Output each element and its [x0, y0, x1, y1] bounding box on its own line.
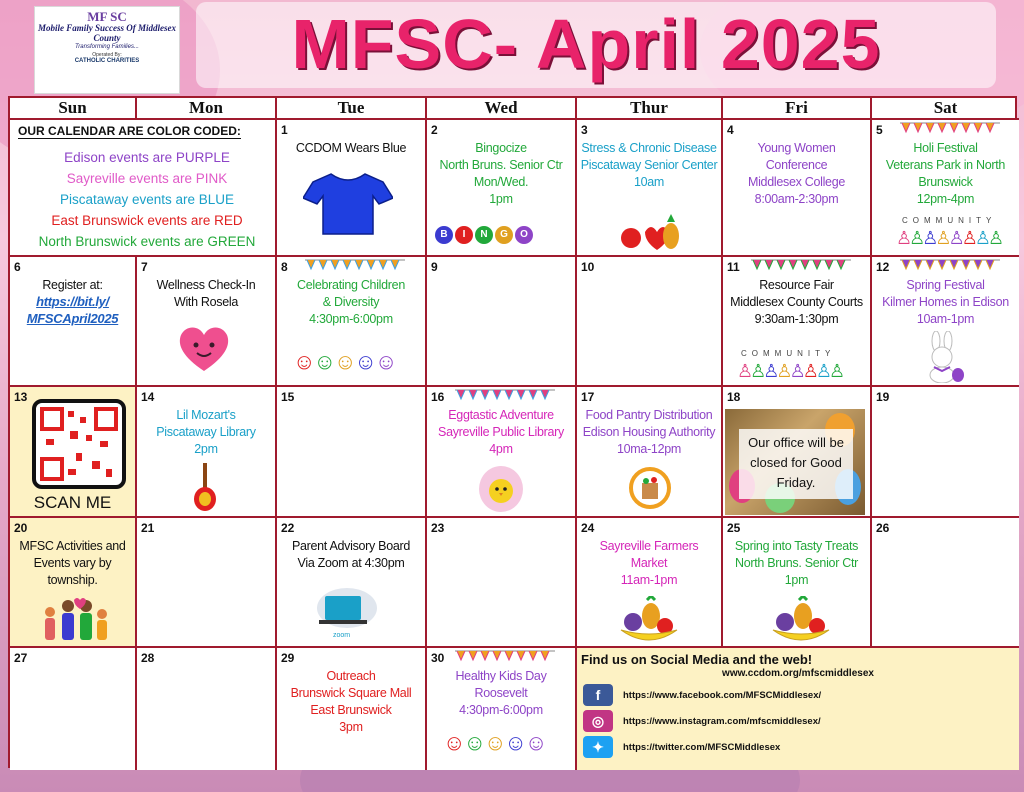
bunting-icon: [455, 650, 555, 662]
twitter-url[interactable]: https://twitter.com/MFSCMiddlesex: [623, 741, 781, 753]
event-line: Outreach: [326, 669, 376, 683]
event-line: 1pm: [784, 573, 809, 587]
instagram-icon[interactable]: ◎: [583, 710, 613, 732]
legend-cell: [10, 120, 277, 257]
event-line: Healthy Kids Day: [455, 669, 547, 683]
event-line: 3pm: [339, 720, 363, 734]
day-number: 30: [431, 651, 445, 665]
website-link[interactable]: www.ccdom.org/mfscmiddlesex: [722, 668, 874, 679]
weekday-tue: Tue: [277, 98, 427, 120]
event-line: Market: [630, 556, 668, 570]
guitar-icon: [191, 463, 219, 513]
logo-mark: MF SC: [87, 9, 127, 24]
day-cell-22[interactable]: [277, 518, 427, 648]
weekday-thur: Thur: [577, 98, 723, 120]
day-cell-12[interactable]: [872, 257, 1019, 387]
instagram-url[interactable]: https://www.instagram.com/mfscmiddlesex/: [623, 715, 821, 727]
bunting-icon: [455, 389, 555, 401]
event-line: Parent Advisory Board: [291, 539, 411, 553]
event-line: Middlesex College: [747, 175, 846, 189]
event-line: Stress & Chronic Disease: [581, 141, 717, 155]
day-cell-28[interactable]: [137, 648, 277, 770]
weekday-mon: Mon: [137, 98, 277, 120]
event-line: Bingocize: [475, 141, 527, 155]
logo-sponsor: Operated By:: [92, 52, 122, 58]
day-cell-3[interactable]: [577, 120, 723, 257]
event-line: Brunswick Square Mall: [290, 686, 412, 700]
day-cell-23[interactable]: [427, 518, 577, 648]
day-cell-6[interactable]: [10, 257, 137, 387]
event-line: 11am-1pm: [620, 573, 678, 587]
day-number: 21: [141, 521, 155, 535]
day-cell-24[interactable]: [577, 518, 723, 648]
community-label: COMMUNITY: [741, 349, 836, 358]
legend-north-brunswick: North Brunswick events are GREEN: [38, 234, 256, 249]
bunny-icon: [922, 331, 966, 383]
event-line: Holi Festival: [913, 141, 978, 155]
day-number: 19: [876, 390, 890, 404]
logo: [34, 6, 180, 94]
event-line: Sayreville Farmers: [599, 539, 699, 553]
legend-piscataway: Piscataway events are BLUE: [59, 192, 235, 207]
easter-egg-chick-icon: [477, 465, 525, 513]
day-cell-17[interactable]: [577, 387, 723, 518]
office-closed-notice: Our office will be closed for Good Friday.: [739, 429, 853, 499]
day-cell-5[interactable]: [872, 120, 1019, 257]
bunting-icon: [305, 259, 405, 271]
event-line: 10ma-12pm: [617, 442, 681, 456]
weekday-wed: Wed: [427, 98, 577, 120]
family-icon: [36, 596, 112, 642]
zoom-meeting-icon: [303, 582, 383, 638]
day-number: 3: [581, 123, 588, 137]
community-people-icon: ♙♙♙♙♙♙♙♙: [896, 228, 1002, 248]
event-line: 4:30pm-6:00pm: [459, 703, 543, 717]
legend-edison: Edison events are PURPLE: [64, 150, 230, 165]
qr-code-icon[interactable]: [32, 399, 126, 489]
day-number: 26: [876, 521, 890, 535]
event-line: With Rosela: [173, 295, 239, 309]
day-cell-7[interactable]: [137, 257, 277, 387]
event-line: & Diversity: [322, 295, 380, 309]
event-line: Mon/Wed.: [473, 175, 529, 189]
social-heading: Find us on Social Media and the web!: [581, 652, 813, 667]
day-number: 11: [727, 260, 740, 274]
page-title: MFSC- April 2025: [291, 5, 881, 83]
scan-me-label: SCAN ME: [33, 493, 112, 512]
day-number: 28: [141, 651, 155, 665]
event-line: 10am: [633, 175, 665, 189]
event-line: Via Zoom at 4:30pm: [297, 556, 405, 570]
day-number: 7: [141, 260, 148, 274]
day-number: 5: [876, 123, 883, 137]
event-line: 12pm-4pm: [916, 192, 975, 206]
event-line: North Bruns. Senior Ctr: [734, 556, 858, 570]
day-cell-8[interactable]: [277, 257, 427, 387]
event-line: Lil Mozart's: [176, 408, 236, 422]
day-cell-29[interactable]: [277, 648, 427, 770]
day-number: 12: [876, 260, 890, 274]
social-media-panel: [577, 648, 1019, 770]
event-line: 8:00am-2:30pm: [754, 192, 839, 206]
event-line: Food Pantry Distribution: [585, 408, 713, 422]
logo-charity: CATHOLIC CHARITIES: [74, 58, 140, 64]
event-line: Wellness Check-In: [156, 278, 256, 292]
legend-title: OUR CALENDAR ARE COLOR CODED:: [18, 124, 241, 138]
event-line: Middlesex County Courts: [730, 295, 863, 309]
tshirt-icon: [303, 170, 393, 236]
day-number: 23: [431, 521, 445, 535]
event-line: 9:30am-1:30pm: [754, 312, 839, 326]
fruit-basket-icon: [769, 596, 833, 644]
day-number: 20: [14, 521, 28, 535]
day-cell-13[interactable]: [10, 387, 137, 518]
day-number: 10: [581, 260, 595, 274]
event-line: Piscataway Senior Center: [580, 158, 718, 172]
facebook-row[interactable]: [583, 684, 821, 706]
day-number: 22: [281, 521, 295, 535]
event-line: Register at:: [42, 278, 103, 292]
day-cell-18[interactable]: [723, 387, 872, 518]
day-cell-2[interactable]: [427, 120, 577, 257]
bunting-icon: [900, 122, 1000, 134]
event-line: Kilmer Homes in Edison: [882, 295, 1009, 309]
day-cell-19[interactable]: [872, 387, 1019, 518]
day-cell-26[interactable]: [872, 518, 1019, 648]
header: [0, 0, 1024, 96]
day-cell-10[interactable]: [577, 257, 723, 387]
community-people-icon: ♙♙♙♙♙♙♙♙: [737, 361, 843, 381]
day-cell-27[interactable]: [10, 648, 137, 770]
logo-tagline: Transforming Families...: [75, 44, 139, 50]
event-line: Spring Festival: [906, 278, 985, 292]
event-line: Piscataway Library: [156, 425, 256, 439]
event-line: 2pm: [194, 442, 218, 456]
event-line: Young Women: [757, 141, 836, 155]
day-cell-15[interactable]: [277, 387, 427, 518]
weekday-fri: Fri: [723, 98, 872, 120]
event-line: Conference: [765, 158, 828, 172]
event-line: Eggtastic Adventure: [448, 408, 554, 422]
grocery-bag-icon: [629, 467, 671, 509]
event-line: Brunswick: [918, 175, 973, 189]
twitter-row[interactable]: [583, 736, 780, 758]
day-number: 24: [581, 521, 595, 535]
day-cell-16[interactable]: [427, 387, 577, 518]
day-cell-20[interactable]: [10, 518, 137, 648]
day-number: 1: [281, 123, 288, 137]
day-number: 4: [727, 123, 734, 137]
day-cell-21[interactable]: [137, 518, 277, 648]
event-line: Sayreville Public Library: [438, 425, 564, 439]
day-number: 18: [727, 390, 741, 404]
day-number: 13: [14, 390, 28, 404]
weekday-sun: Sun: [10, 98, 137, 120]
event-line: Resource Fair: [759, 278, 834, 292]
zoom-label: zoom: [333, 632, 351, 639]
day-number: 25: [727, 521, 741, 535]
event-line: 4:30pm-6:00pm: [309, 312, 393, 326]
day-cell-11[interactable]: [723, 257, 872, 387]
calendar-grid: [8, 96, 1017, 768]
event-line: 10am-1pm: [916, 312, 975, 326]
event-line: township.: [47, 573, 98, 587]
event-line: Roosevelt: [474, 686, 528, 700]
weekday-sat: Sat: [872, 98, 1019, 120]
day-cell-30[interactable]: [427, 648, 577, 770]
day-number: 8: [281, 260, 288, 274]
legend-east-brunswick: East Brunswick events are RED: [51, 213, 243, 228]
easter-eggs-photo: [725, 409, 865, 515]
fruit-basket-icon: [617, 596, 681, 644]
bingo-logo: B I N G O: [435, 224, 565, 246]
day-cell-4[interactable]: [723, 120, 872, 257]
children-dancing-icon: ☺☺☺☺☺: [443, 730, 546, 755]
event-line: 1pm: [489, 192, 513, 206]
event-line: Veterans Park in North: [885, 158, 1006, 172]
day-number: 27: [14, 651, 28, 665]
bunting-icon: [900, 259, 1000, 271]
twitter-icon[interactable]: ✦: [583, 736, 613, 758]
community-label: COMMUNITY: [902, 216, 997, 225]
day-number: 29: [281, 651, 295, 665]
day-cell-9[interactable]: [427, 257, 577, 387]
event-line: MFSC Activities and: [19, 539, 126, 553]
day-number: 2: [431, 123, 438, 137]
day-cell-25[interactable]: [723, 518, 872, 648]
day-number: 14: [141, 390, 155, 404]
day-number: 6: [14, 260, 21, 274]
event-line: Celebrating Children: [297, 278, 405, 292]
event-line: Events vary by: [33, 556, 112, 570]
instagram-row[interactable]: [583, 710, 821, 732]
day-cell-14[interactable]: [137, 387, 277, 518]
event-line: 4pm: [489, 442, 513, 456]
day-cell-1[interactable]: [277, 120, 427, 257]
bunting-icon: [751, 259, 851, 271]
event-line: Spring into Tasty Treats: [734, 539, 859, 553]
event-line: East Brunswick: [310, 703, 392, 717]
children-dancing-icon: ☺☺☺☺☺: [293, 349, 396, 374]
logo-name: Mobile Family Success Of Middlesex County: [38, 23, 176, 43]
day-number: 16: [431, 390, 445, 404]
health-fruit-icon: [617, 212, 681, 252]
event-line: CCDOM Wears Blue: [295, 141, 407, 155]
facebook-icon[interactable]: f: [583, 684, 613, 706]
heart-icon: [177, 323, 231, 373]
day-number: 9: [431, 260, 438, 274]
facebook-url[interactable]: https://www.facebook.com/MFSCMiddlesex/: [623, 689, 822, 701]
day-number: 15: [281, 390, 295, 404]
register-link[interactable]: https://bit.ly/ MFSCApril2025: [26, 294, 119, 326]
legend-sayreville: Sayreville events are PINK: [66, 171, 228, 186]
day-number: 17: [581, 390, 595, 404]
event-line: North Bruns. Senior Ctr: [439, 158, 563, 172]
event-line: Edison Housing Authority: [582, 425, 716, 439]
